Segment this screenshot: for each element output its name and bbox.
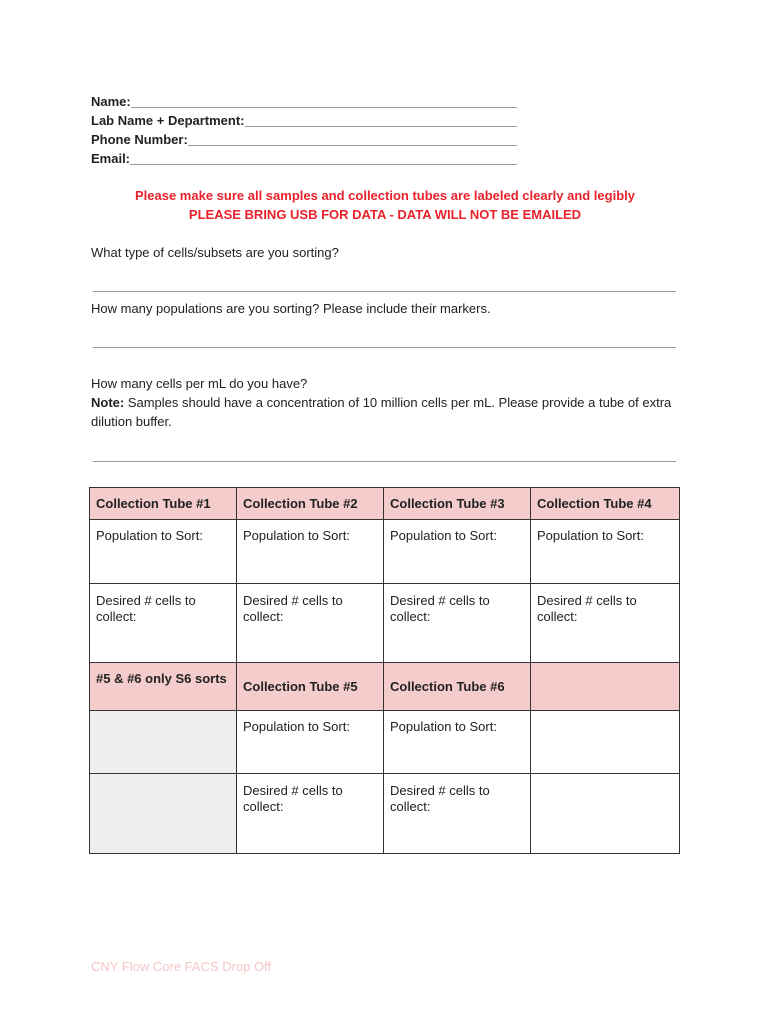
lab-department-input-line[interactable] [245, 114, 517, 127]
table-row [90, 711, 680, 774]
grey-filler-cell [90, 774, 237, 854]
tube-5-population-cell[interactable]: Population to Sort: [237, 711, 384, 774]
table-row [90, 663, 680, 711]
name-label: Name: [91, 94, 131, 109]
tube-3-population-cell[interactable]: Population to Sort: [384, 520, 531, 584]
question-concentration-text: How many cells per mL do you have? [91, 376, 308, 391]
phone-field[interactable] [91, 132, 517, 148]
note-text: Samples should have a concentration of 10 million cells per mL. Please provide a tube of extra dilution buffer. [91, 395, 672, 429]
labeling-notice: Please make sure all samples and collection tubes are labeled clearly and legibly [134, 188, 635, 203]
tube-6-population-cell[interactable]: Population to Sort: [384, 711, 531, 774]
tube-3-desired-cell[interactable]: Desired # cells to collect: [384, 584, 531, 663]
tube-1-header: Collection Tube #1 [90, 488, 237, 520]
phone-label: Phone Number: [91, 132, 188, 147]
tube-6-header: Collection Tube #6 [384, 663, 531, 711]
answer-line-populations[interactable] [93, 347, 676, 348]
tube-4-header: Collection Tube #4 [531, 488, 680, 520]
tube-6-desired-cell[interactable]: Desired # cells to collect: [384, 774, 531, 854]
s6-only-note: #5 & #6 only S6 sorts [90, 663, 237, 711]
question-cell-concentration [91, 374, 681, 431]
email-label: Email: [91, 151, 131, 166]
empty-cell [531, 711, 680, 774]
tube-5-desired-cell[interactable]: Desired # cells to collect: [237, 774, 384, 854]
answer-line-concentration[interactable] [93, 461, 676, 462]
empty-cell [531, 774, 680, 854]
phone-input-line[interactable] [188, 133, 517, 146]
answer-line-cell-type[interactable] [93, 291, 676, 292]
collection-tube-table [89, 487, 680, 854]
email-field[interactable] [91, 151, 517, 167]
question-populations: How many populations are you sorting? Please include their markers. [91, 301, 491, 316]
tube-4-population-cell[interactable]: Population to Sort: [531, 520, 680, 584]
tube-1-population-cell[interactable]: Population to Sort: [90, 520, 237, 584]
tube-2-desired-cell[interactable]: Desired # cells to collect: [237, 584, 384, 663]
grey-filler-cell [90, 711, 237, 774]
footer-text: CNY Flow Core FACS Drop Off [91, 959, 272, 974]
tube-4-desired-cell[interactable]: Desired # cells to collect: [531, 584, 680, 663]
lab-department-label: Lab Name + Department: [91, 113, 245, 128]
empty-header-cell [531, 663, 680, 711]
note-label: Note: [91, 395, 125, 410]
tube-1-desired-cell[interactable]: Desired # cells to collect: [90, 584, 237, 663]
table-row [90, 520, 680, 584]
table-row [90, 774, 680, 854]
name-input-line[interactable] [131, 95, 517, 108]
table-row [90, 584, 680, 663]
tube-2-header: Collection Tube #2 [237, 488, 384, 520]
tube-5-header: Collection Tube #5 [237, 663, 384, 711]
lab-department-field[interactable] [91, 113, 517, 129]
email-input-line[interactable] [130, 152, 517, 165]
question-cell-type: What type of cells/subsets are you sorting? [91, 245, 339, 260]
name-field[interactable] [91, 94, 517, 110]
tube-3-header: Collection Tube #3 [384, 488, 531, 520]
tube-2-population-cell[interactable]: Population to Sort: [237, 520, 384, 584]
usb-notice: PLEASE BRING USB FOR DATA - DATA WILL NOT BE EMAILED [188, 207, 582, 222]
table-row [90, 488, 680, 520]
